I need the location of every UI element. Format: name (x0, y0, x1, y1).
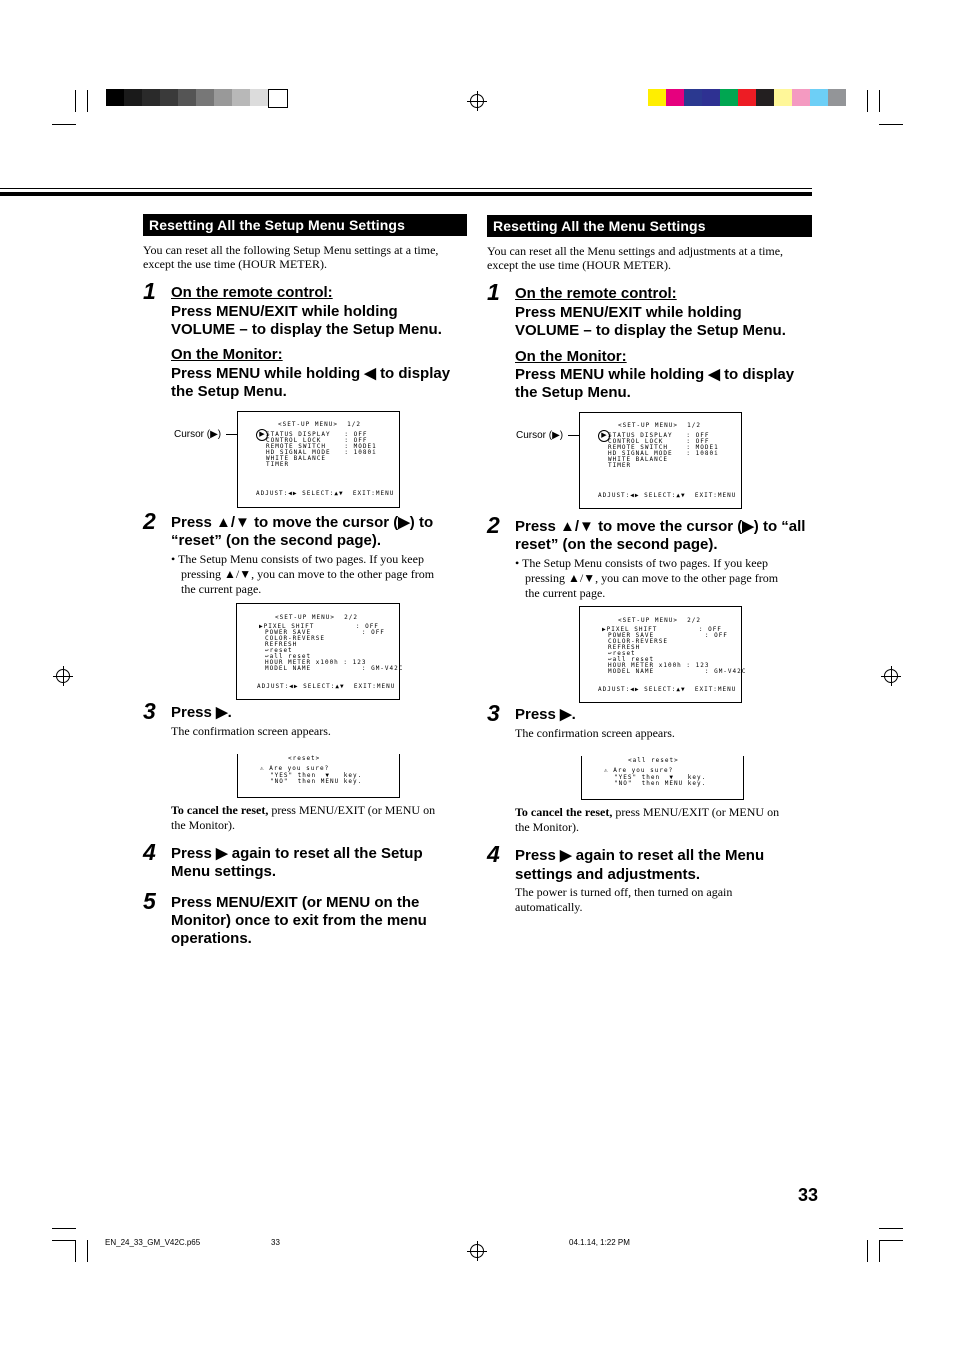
confirm-question: ⚠ Are you sure? (604, 767, 674, 774)
menu-item: ↩reset (608, 650, 636, 657)
color-swatch (702, 89, 720, 106)
color-swatch (828, 89, 846, 106)
confirm-screen (581, 756, 744, 800)
menu-footer: ADJUST:◀▶ SELECT:▲▼ EXIT:MENU (256, 490, 395, 497)
menu-title: <SET-UP MENU> 1/2 (278, 421, 362, 428)
menu-item: STATUS DISPLAY : OFF (608, 432, 710, 439)
gray-swatch (124, 89, 142, 106)
cancel-note-rest: press MENU/EXIT (or MENU on (612, 805, 780, 819)
step-number: 3 (143, 698, 156, 724)
menu-title: <SET-UP MENU> 1/2 (618, 422, 702, 429)
menu-item: ↩all reset (608, 656, 655, 663)
gray-swatch (178, 89, 196, 106)
step-text: VOLUME – to display the Setup Menu. (171, 321, 442, 338)
registration-mark-icon (470, 94, 484, 108)
monitor-title: On the Monitor: (515, 348, 627, 365)
step-note: The confirmation screen appears. (515, 726, 675, 740)
menu-title: <SET-UP MENU> 2/2 (275, 614, 359, 621)
menu-item: TIMER (608, 462, 632, 469)
color-swatch (666, 89, 684, 106)
crop-mark (867, 90, 868, 112)
remote-title: On the remote control: (515, 285, 677, 302)
gray-swatch (160, 89, 178, 106)
gray-swatch (196, 89, 214, 106)
setup-menu-screen-page1 (237, 411, 400, 508)
step-number: 2 (143, 508, 156, 534)
menu-footer: ADJUST:◀▶ SELECT:▲▼ EXIT:MENU (257, 683, 396, 690)
gray-swatch (250, 89, 268, 106)
right-section-header: Resetting All the Menu Settings (487, 215, 812, 237)
right-intro: You can reset all the Menu settings and adjustments at a time, except the use time (HOUR METER). (487, 244, 784, 272)
cursor-label: Cursor (▶) (174, 429, 222, 440)
confirm-no: "NO" then MENU key. (270, 778, 363, 785)
menu-item: ▶PIXEL SHIFT : OFF (602, 626, 722, 633)
step-text: Press MENU/EXIT while holding (515, 304, 742, 321)
crop-mark (879, 1240, 903, 1241)
setup-menu-screen-page2 (579, 606, 747, 703)
crop-mark (879, 1228, 903, 1229)
step-text: Press ▲/▼ to move the cursor (▶) to (171, 514, 434, 531)
color-swatch (792, 89, 810, 106)
step-text: Press MENU while holding ◀ to display (515, 366, 795, 383)
confirm-yes: "YES" then ▼ key. (270, 772, 363, 779)
menu-item: COLOR-REVERSE (608, 638, 668, 645)
crop-mark (87, 90, 88, 112)
menu-item: CONTROL LOCK : OFF (608, 438, 710, 445)
menu-item: POWER SAVE : OFF (265, 629, 385, 636)
cancel-note-bold: To cancel the reset, (515, 805, 613, 819)
remote-title: On the remote control: (171, 284, 333, 301)
confirm-title: <reset> (288, 755, 321, 762)
gray-swatch (142, 89, 160, 106)
crop-mark (75, 90, 76, 112)
step-number: 2 (487, 512, 500, 538)
crop-mark (867, 1240, 868, 1262)
menu-item: STATUS DISPLAY : OFF (266, 431, 368, 438)
menu-item: HD SIGNAL MODE : 1080i (608, 450, 719, 457)
registration-mark-icon (56, 669, 70, 683)
menu-item: WHITE BALANCE (266, 455, 326, 462)
step-text: “reset” (on the second page). (171, 532, 382, 549)
registration-mark-icon (470, 1244, 484, 1258)
cancel-note-rest: press MENU/EXIT (or MENU on (268, 803, 436, 817)
monitor-title: On the Monitor: (171, 346, 283, 363)
confirm-yes: "YES" then ▼ key. (614, 774, 707, 781)
menu-item: MODEL NAME : GM-V42C (265, 665, 404, 672)
step-text: Press ▶ again to reset all the Menu (515, 847, 765, 864)
step-note: The confirmation screen appears. (171, 724, 331, 738)
step-text: Menu settings. (171, 863, 277, 880)
crop-mark (75, 1240, 76, 1262)
bullet-text: pressing ▲/▼, you can move to the other page from (181, 567, 435, 581)
left-intro: You can reset all the following Setup Menu settings at a time, except the use time (HOUR METER). (143, 243, 439, 271)
menu-item: ▶PIXEL SHIFT : OFF (259, 623, 379, 630)
gray-swatch (106, 89, 124, 106)
cursor-icon: ▶ (598, 430, 610, 442)
step-note: automatically. (515, 900, 583, 914)
top-rule-thick (0, 192, 812, 196)
top-rule-thin (0, 188, 812, 189)
menu-item: ↩reset (265, 647, 293, 654)
menu-footer: ADJUST:◀▶ SELECT:▲▼ EXIT:MENU (598, 492, 737, 499)
cancel-note (515, 805, 779, 820)
left-section-header: Resetting All the Setup Menu Settings (143, 214, 467, 236)
footer-filename: EN_24_33_GM_V42C.p65 (105, 1238, 201, 1247)
step-text: Monitor) once to exit from the menu (171, 912, 427, 929)
step-text: Press MENU while holding ◀ to display (171, 365, 451, 382)
bullet-text: • The Setup Menu consists of two pages. If you keep (515, 556, 768, 570)
step-text: the Setup Menu. (171, 383, 287, 400)
menu-item: POWER SAVE : OFF (608, 632, 728, 639)
menu-item: HOUR METER x100h : 123 (608, 662, 710, 669)
bullet-text: the current page. (181, 582, 262, 596)
confirm-question: ⚠ Are you sure? (260, 765, 330, 772)
menu-item: HD SIGNAL MODE : 1080i (266, 449, 377, 456)
step-text: settings and adjustments. (515, 866, 701, 883)
page-number: 33 (798, 1185, 819, 1205)
crop-mark (879, 1240, 880, 1262)
bullet-text: • The Setup Menu consists of two pages. If you keep (171, 552, 424, 566)
step-number: 4 (143, 839, 156, 865)
step-number: 1 (143, 278, 156, 304)
crop-mark (879, 124, 903, 125)
setup-menu-screen-page1 (579, 412, 742, 509)
color-swatch (810, 89, 828, 106)
menu-item: MODEL NAME : GM-V42C (608, 668, 747, 675)
step-text: the Setup Menu. (515, 384, 631, 401)
menu-item: REMOTE SWITCH : MODE1 (608, 444, 719, 451)
menu-footer: ADJUST:◀▶ SELECT:▲▼ EXIT:MENU (598, 686, 737, 693)
crop-mark (52, 1228, 76, 1229)
step-number: 1 (487, 279, 500, 305)
setup-menu-screen-page2 (236, 603, 404, 700)
menu-title: <SET-UP MENU> 2/2 (618, 617, 702, 624)
confirm-no: "NO" then MENU key. (614, 780, 707, 787)
color-swatch (774, 89, 792, 106)
gray-swatch (232, 89, 250, 106)
menu-item: ↩all reset (265, 653, 312, 660)
step-text: Press MENU/EXIT (or MENU on the (171, 894, 420, 911)
menu-item: TIMER (266, 461, 290, 468)
menu-item: HOUR METER x100h : 123 (265, 659, 367, 666)
cursor-label: Cursor (▶) (516, 430, 564, 441)
color-swatch (720, 89, 738, 106)
step-number: 3 (487, 700, 500, 726)
menu-item: COLOR-REVERSE (265, 635, 325, 642)
gray-swatch (214, 89, 232, 106)
color-swatch (648, 89, 666, 106)
step-number: 5 (143, 888, 156, 914)
crop-mark (52, 124, 76, 125)
confirm-title: <all reset> (628, 757, 679, 764)
step-number: 4 (487, 841, 500, 867)
menu-item: REFRESH (608, 644, 641, 651)
color-swatch (756, 89, 774, 106)
menu-item: REMOTE SWITCH : MODE1 (266, 443, 377, 450)
color-swatch (738, 89, 756, 106)
crop-mark (879, 90, 880, 112)
step-text: operations. (171, 930, 252, 947)
step-note: The power is turned off, then turned on again (515, 885, 733, 899)
step-text: Press ▶. (171, 704, 232, 721)
cursor-icon: ▶ (256, 429, 268, 441)
confirm-screen (237, 754, 400, 798)
step-text: Press ▶ again to reset all the Setup (171, 845, 423, 862)
step-text: VOLUME – to display the Setup Menu. (515, 322, 786, 339)
bullet-text: pressing ▲/▼, you can move to the other page from (525, 571, 779, 585)
menu-item: REFRESH (265, 641, 298, 648)
color-swatch (684, 89, 702, 106)
cancel-note: the Monitor). (171, 818, 235, 832)
crop-mark (52, 1240, 76, 1241)
step-text: Press ▶. (515, 706, 576, 723)
cancel-note-bold: To cancel the reset, (171, 803, 269, 817)
step-text: reset” (on the second page). (515, 536, 718, 553)
footer-date: 04.1.14, 1:22 PM (569, 1238, 630, 1247)
crop-mark (87, 1240, 88, 1262)
bullet-text: the current page. (525, 586, 606, 600)
step-text: Press ▲/▼ to move the cursor (▶) to “all (515, 518, 806, 535)
registration-mark-icon (884, 669, 898, 683)
cancel-note (171, 803, 435, 818)
menu-item: WHITE BALANCE (608, 456, 668, 463)
footer-page: 33 (271, 1238, 280, 1247)
cancel-note: the Monitor). (515, 820, 579, 834)
step-text: Press MENU/EXIT while holding (171, 303, 398, 320)
gray-swatch (268, 89, 288, 108)
menu-item: CONTROL LOCK : OFF (266, 437, 368, 444)
